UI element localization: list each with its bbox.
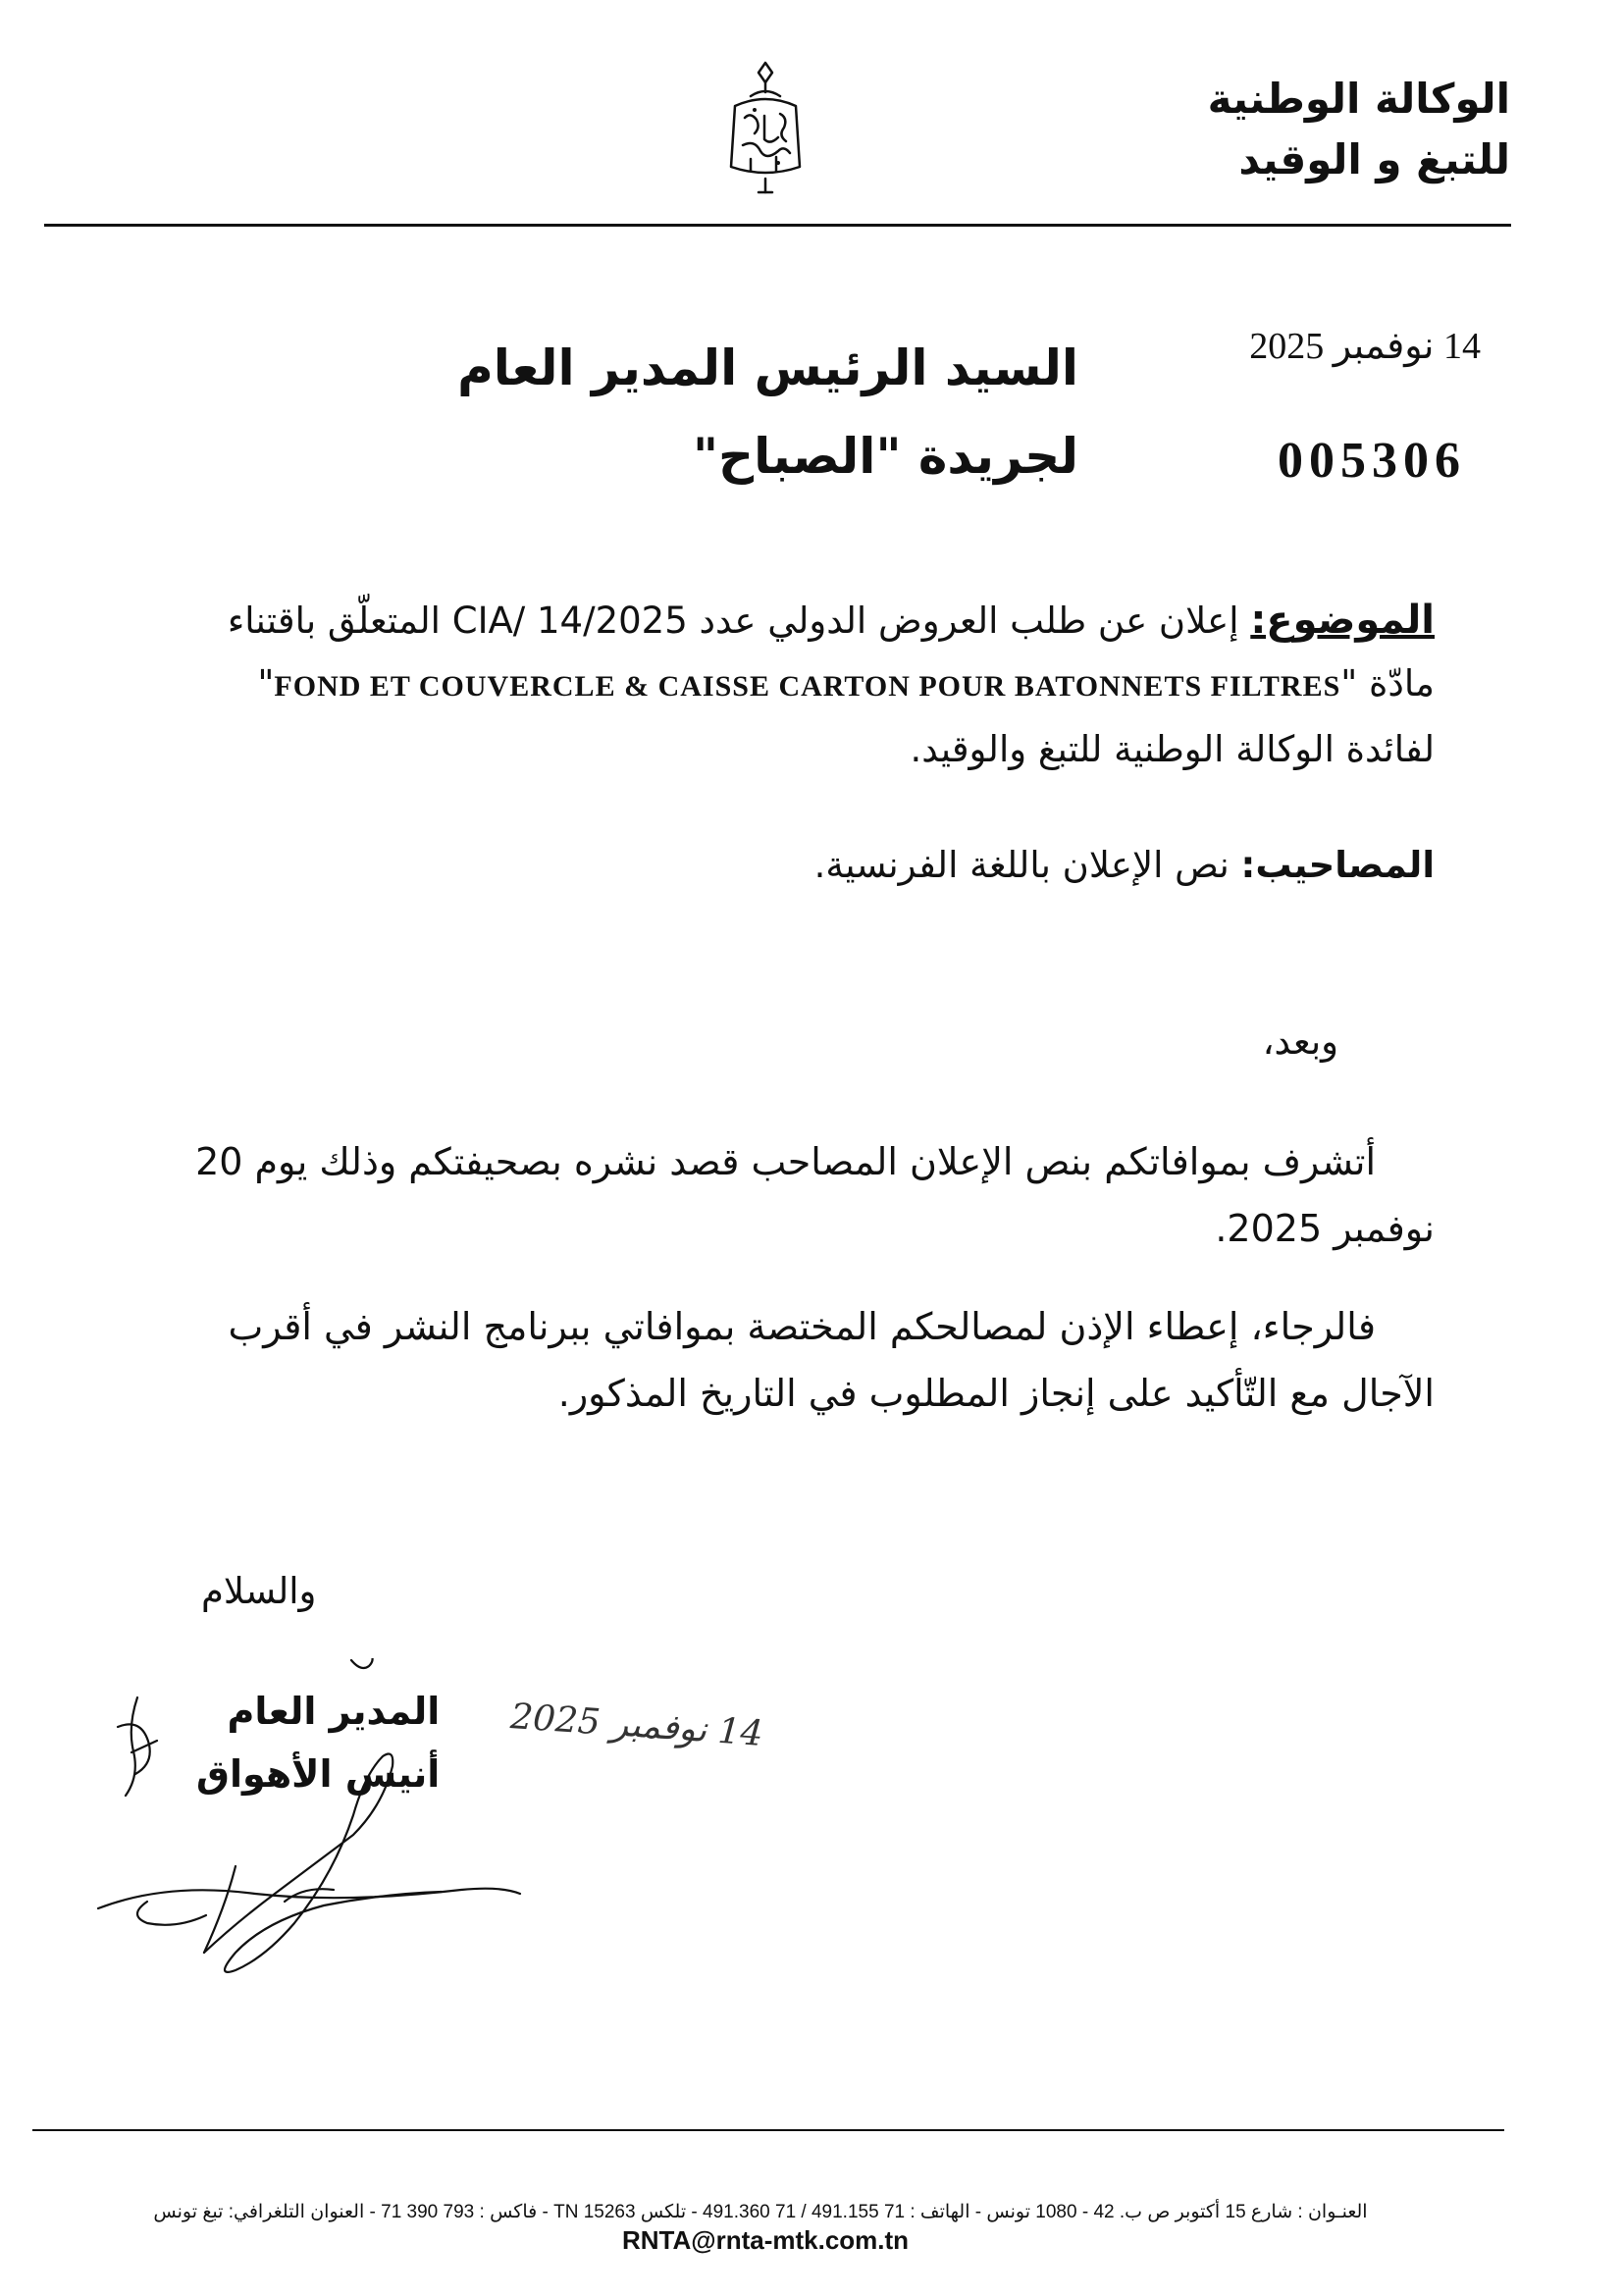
subject-label: الموضوع: [1250,598,1435,643]
footer-email: RNTA@rnta-mtk.com.tn [621,2225,910,2255]
attachments-label: المصاحيب: [1240,844,1435,886]
reference-date-stamp: 14 نوفمبر 2025 [1249,326,1481,367]
recipient-line1: السيد الرئيس المدير العام [457,339,1078,396]
organization-name [1208,69,1510,190]
footer-address: العنـوان : شارع 15 أكتوبر ص ب. 42 - 1080 تونس - الهاتف : 71 491.155 / 71 491.360 - تلكس 15263 TN - فاكس : 793 390 71 - العنوان التلغرافي: تبغ تونس [153,2202,1368,2222]
recipient-block [457,324,1078,500]
body-paragraph-2: فالرجاء، إعطاء الإذن لمصالحكم المختصة بموافاتي ببرنامج النشر في أقرب الآجال مع التّأكيد على إنجاز المطلوب في التاريخ المذكور. [228,1305,1435,1415]
footer-divider [32,2129,1504,2131]
attachments-text: نص الإعلان باللغة الفرنسية. [813,844,1230,886]
closing-salutation: والسلام [201,1570,317,1612]
signatory-title: المدير العام [227,1690,441,1733]
organization-name-line1: الوكالة الوطنية [1207,75,1510,123]
header-divider [44,224,1511,227]
organization-name-line2: للتبغ و الوقيد [1238,135,1510,183]
recipient-line2: لجريدة "الصباح" [693,428,1078,485]
body-paragraph-1: أتشرف بموافاتكم بنص الإعلان المصاحب قصد نشره بصحيفتكم وذلك يوم 20 نوفمبر 2025. [195,1140,1435,1250]
subject-product-name: FOND ET COUVERCLE & CAISSE CARTON POUR BATONNETS FILTRES [274,670,1341,703]
signature-date-stamp: 14 نوفمبر 2025 [508,1696,764,1754]
reference-number: 005306 [1278,433,1466,489]
subject-block [191,589,1435,781]
greeting: وبعد، [1262,1020,1338,1063]
attachments-block [191,834,1435,897]
signatory-name: أنيس الأهواق [196,1752,441,1796]
agency-emblem-icon [721,57,810,204]
subject-text-before: إعلان عن طلب العروض الدولي عدد 2025/CIA/ 14 المتعلّق باقتناء مادّة " [227,600,1435,704]
handwritten-signature-icon [88,1658,559,1982]
subject-text-after: " لفائدة الوكالة الوطنية للتبغ والوقيد. [257,662,1435,770]
